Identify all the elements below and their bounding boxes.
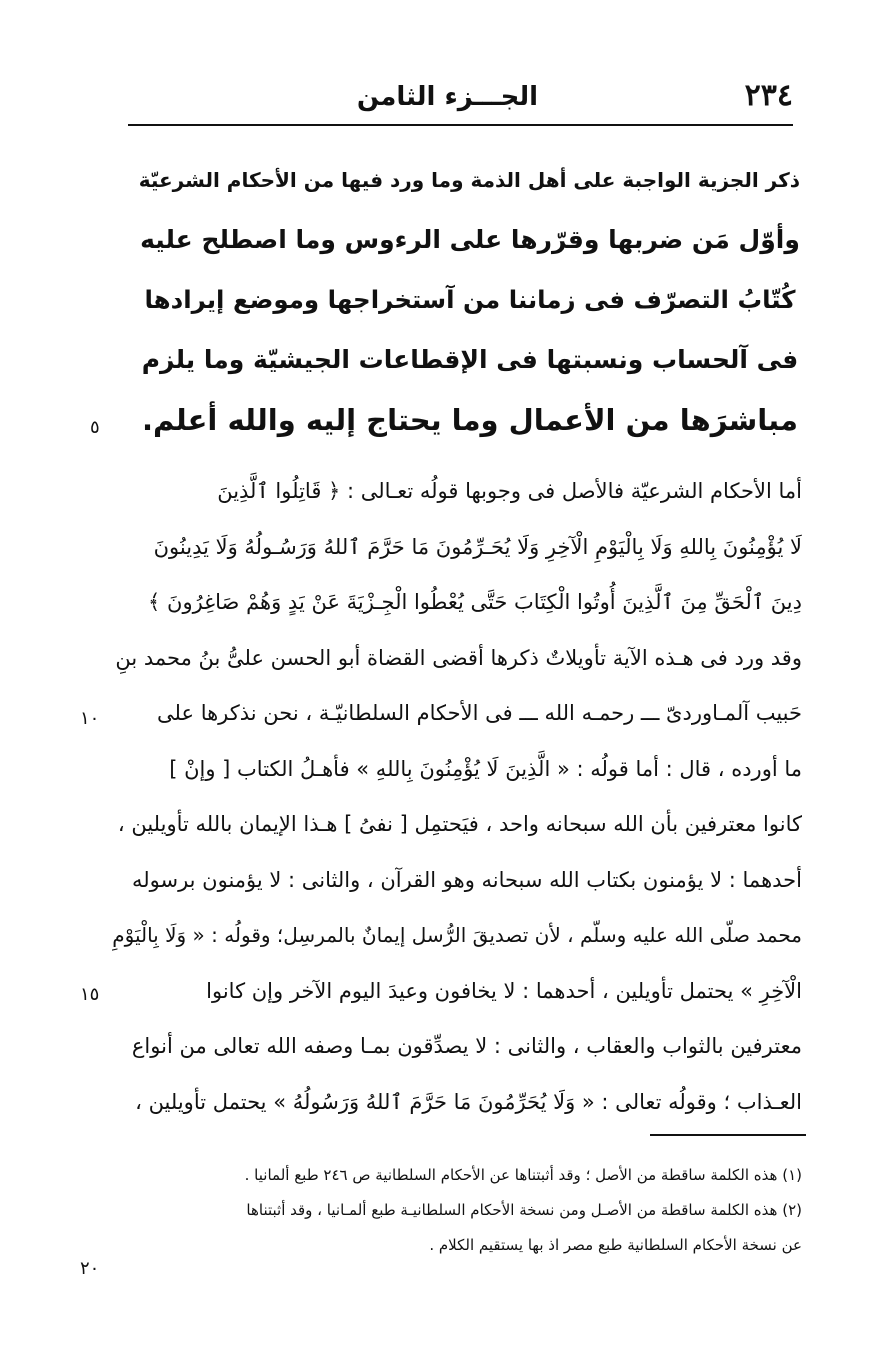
body-line: لَا يُؤْمِنُونَ بِاللهِ وَلَا بِالْيَوْمِ الْآخِرِ وَلَا يُحَـرِّمُونَ مَا حَرَّمَ ٱللهُ وَرَسُـولُهُ وَلَا يَدِينُونَ <box>153 534 802 559</box>
header-rule <box>128 124 793 126</box>
footnote-continuation: عن نسخة الأحكام السلطانية طبع مصر اذ بها يستقيم الكلام . <box>429 1236 802 1254</box>
body-line: الْآخِرِ » يحتمل تأويلين ، أحدهما : لا يخافون وعيدَ اليوم الآخر وإن كانوا <box>206 978 802 1003</box>
page-header <box>128 78 793 118</box>
footnote: (٢) هذه الكلمة ساقطة من الأصـل ومن نسخة الأحكام السلطانيـة طبع ألمـانيا ، وقد أثبتناها <box>246 1201 802 1219</box>
footnotes <box>130 1158 802 1263</box>
body-line: معترفين بالثواب والعقاب ، والثانى : لا يصدِّقون بمـا وصفه الله تعالى من أنواع <box>131 1034 802 1058</box>
margin-number: ٢٠ <box>80 1258 100 1279</box>
margin-number: ١٥ <box>80 984 100 1005</box>
body-text <box>112 464 802 1130</box>
body-line: دِينَ ٱلْحَقِّ مِنَ ٱلَّذِينَ أُوتُوا الْكِتَابَ حَتَّى يُعْطُوا الْجِـزْيَةَ عَنْ يَدٍ وَهُمْ صَاغِرُونَ ﴾ <box>148 590 802 614</box>
body-line: وقد ورد فى هـذه الآية تأويلاتٌ ذكرها أقضى القضاة أبو الحسن علىُّ بنُ محمد بنِ <box>115 645 802 670</box>
margin-number: ١٠ <box>80 708 100 729</box>
body-line: محمد صلّى الله عليه وسلّم ، لأن تصديقَ الرُّسل إيمانٌ بالمرسِل؛ وقولُه : « وَلَا بِالْيَوْمِ <box>112 923 802 947</box>
margin-number: ٥ <box>90 417 100 438</box>
title-line: فى آلحساب ونسبتها فى الإقطاعات الجيشيّة وما يلزم <box>141 345 799 374</box>
body-line: حَبيب آلمـاوردىّ ـــ رحمـه الله ـــ فى الأحكام السلطانيّـة ، نحن نذكرها على <box>157 701 802 725</box>
body-line: العـذاب ؛ وقولُه تعالى : « وَلَا يُحَرِّمُونَ مَا حَرَّمَ ٱللهُ وَرَسُولُهُ » يحتمل تأويلين ، <box>135 1089 802 1114</box>
chapter-title <box>140 150 800 450</box>
title-line: وأوّل مَن ضربها وقرّرها على الرءوس وما اصطلح عليه <box>140 225 800 254</box>
footnote: (١) هذه الكلمة ساقطة من الأصل ؛ وقد أثبتناها عن الأحكام السلطانية ص ٢٤٦ طبع ألمانيا . <box>244 1166 802 1184</box>
body-line: ما أورده ، قال : أما قولُه : « الَّذِينَ لَا يُؤْمِنُونَ بِاللهِ » فأهـلُ الكتاب [ وإنْ ] <box>169 756 802 781</box>
body-line: أحدهما : لا يؤمنون بكتاب الله سبحانه وهو القرآن ، والثانى : لا يؤمنون برسوله <box>131 867 802 892</box>
title-line: ذكر الجزية الواجبة على أهل الذمة وما ورد فيها من الأحكام الشرعيّة <box>138 168 800 192</box>
title-line: كُتّابُ التصرّف فى زماننا من آستخراجها وموضع إيرادها <box>144 285 796 314</box>
body-line: كانوا معترفين بأن الله سبحانه واحد ، فيَحتمِل [ نفىُ ] هـذا الإيمان بالله تأويلين ، <box>117 812 802 836</box>
body-line: أما الأحكام الشرعيّة فالأصل فى وجوبها قولُه تعـالى : ﴿ قَاتِلُوا ٱلَّذِينَ <box>217 479 802 503</box>
page-number: ٢٣٤ <box>744 78 793 113</box>
title-line: مباشرَها من الأعمال وما يحتاج إليه والله أعلم. <box>142 403 798 437</box>
running-title: الجـــزء الثامن <box>356 82 538 112</box>
footnote-rule <box>650 1134 806 1136</box>
